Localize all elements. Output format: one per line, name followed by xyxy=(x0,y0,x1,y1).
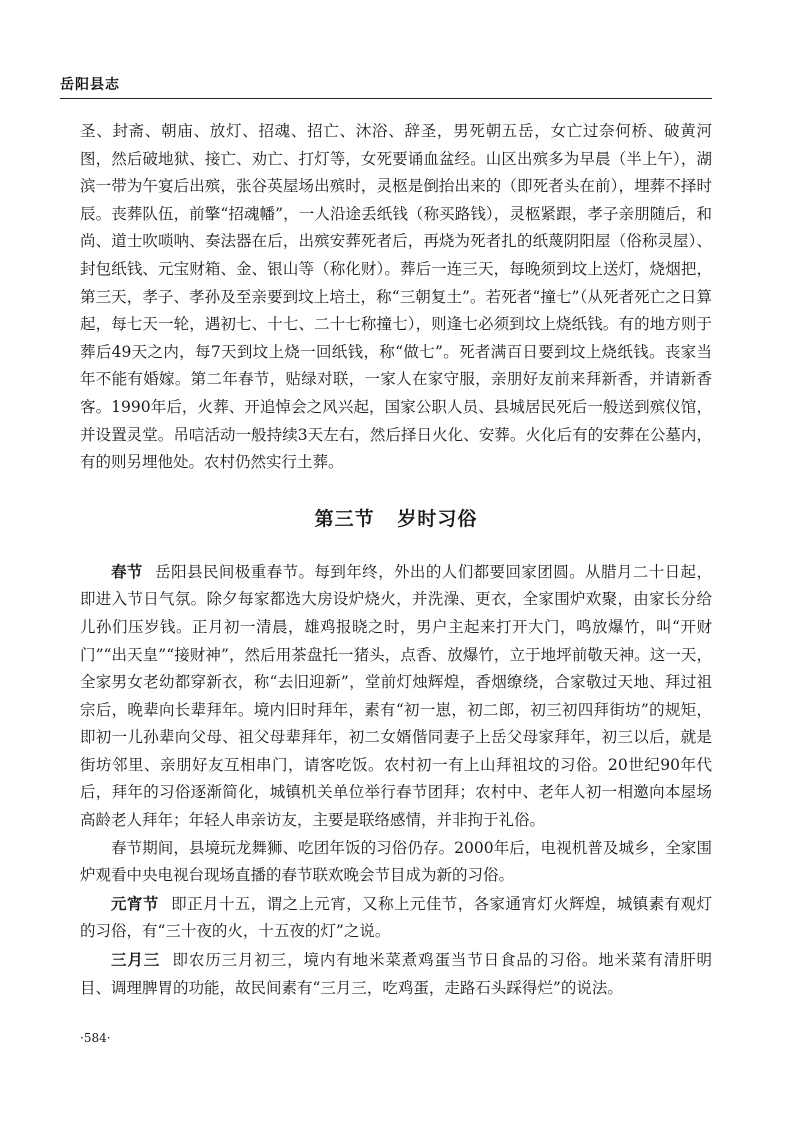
entry-sanyuesan xyxy=(80,946,712,1002)
page-body xyxy=(80,118,712,1002)
entry-text: 春节期间，县境玩龙舞狮、吃团年饭的习俗仍存。2000年后，电视机普及城乡，全家围炉观看中央电视台现场直播的春节联欢晚会节目成为新的习俗。 xyxy=(80,838,712,885)
entry-term: 春节 xyxy=(111,561,143,581)
paragraph-funeral-customs: 圣、封斋、朝庙、放灯、招魂、招亡、沐浴、辞圣，男死朝五岳，女亡过奈何桥、破黄河图，然后破地狱、接亡、劝亡、打灯等，女死要诵血盆经。山区出殡多为早晨（半上午），湖滨一带为午宴后出殡，张谷英屋场出殡时，灵柩是倒抬出来的（即死者头在前），埋葬不择时辰。丧葬队伍，前擎“招魂幡”，一人沿途丢纸钱（称买路钱），灵柩紧跟，孝子亲朋随后，和尚、道士吹唢呐、奏法器在后，出殡安葬死者后，再烧为死者扎的纸蔑阴阳屋（俗称灵屋）、封包纸钱、元宝财箱、金、银山等（称化财）。葬后一连三天，每晚须到坟上送灯，烧烟把，第三天，孝子、孝孙及至亲要到坟上培土，称“三朝复土”。若死者“撞七”（从死者死亡之日算起，每七天一轮，遇初七、十七、二十七称撞七），则逢七必须到坟上烧纸钱。有的地方则于葬后49天之内，每7天到坟上烧一回纸钱，称“做七”。死者满百日要到坟上烧纸钱。丧家当年不能有婚嫁。第二年春节，贴绿对联，一家人在家守服，亲朋好友前来拜新香，并请新香客。1990年后，火葬、开追悼会之风兴起，国家公职人员、县城居民死后一般送到殡仪馆，并设置灵堂。吊唁活动一般持续3天左右，然后择日火化、安葬。火化后有的安葬在公墓内，有的则另埋他处。农村仍然实行土葬。 xyxy=(80,122,712,472)
section-number: 第三节 xyxy=(314,507,375,530)
book-title: 岳阳县志 xyxy=(60,77,120,93)
entry-text: 即正月十五，谓之上元宵，又称上元佳节，各家通宵灯火辉煌，城镇素有观灯的习俗，有“三十夜的火，十五夜的灯”之说。 xyxy=(80,894,712,941)
entry-lantern-festival xyxy=(80,890,712,946)
entry-spring-festival xyxy=(80,558,712,835)
section-heading xyxy=(80,504,712,531)
entry-term: 元宵节 xyxy=(111,893,159,913)
page-number: ·584· xyxy=(80,1031,111,1045)
entry-text: 岳阳县民间极重春节。每到年终，外出的人们都要回家团圆。从腊月二十日起，即进入节日气氛。除夕每家都选大房设炉烧火，并洗澡、更衣，全家围炉欢聚，由家长分给儿孙们压岁钱。正月初一清晨，雄鸡报晓之时，男户主起来打开大门，鸣放爆竹，叫“开财门”“出天皇”“接财神”，然后用茶盘托一猪头，点香、放爆竹，立于地坪前敬天神。这一天，全家男女老幼都穿新衣，称“去旧迎新”，堂前灯烛辉煌，香烟缭绕，合家敬过天地、拜过祖宗后，晚辈向长辈拜年。境内旧时拜年，素有“初一崽，初二郎，初三初四拜街坊”的规矩，即初一儿孙辈向父母、祖父母辈拜年，初二女婿偕同妻子上岳父母家拜年，初三以后，就是街坊邻里、亲朋好友互相串门，请客吃饭。农村初一有上山拜祖坟的习俗。20世纪90年代后，拜年的习俗逐渐简化，城镇机关单位举行春节团拜；农村中、老年人初一相邀向本屋场高龄老人拜年；年轻人串亲访友，主要是联络感情，并非拘于礼俗。 xyxy=(80,562,712,830)
header-divider xyxy=(60,98,712,99)
entry-text: 即农历三月初三，境内有地米菜煮鸡蛋当节日食品的习俗。地米菜有清肝明目、调理脾胃的功能，故民间素有“三月三，吃鸡蛋，走路石头踩得烂”的说法。 xyxy=(80,951,712,997)
entry-spring-festival-continued xyxy=(80,835,712,890)
entry-term: 三月三 xyxy=(111,950,161,970)
running-header xyxy=(60,74,712,94)
section-title: 岁时习俗 xyxy=(397,507,478,530)
